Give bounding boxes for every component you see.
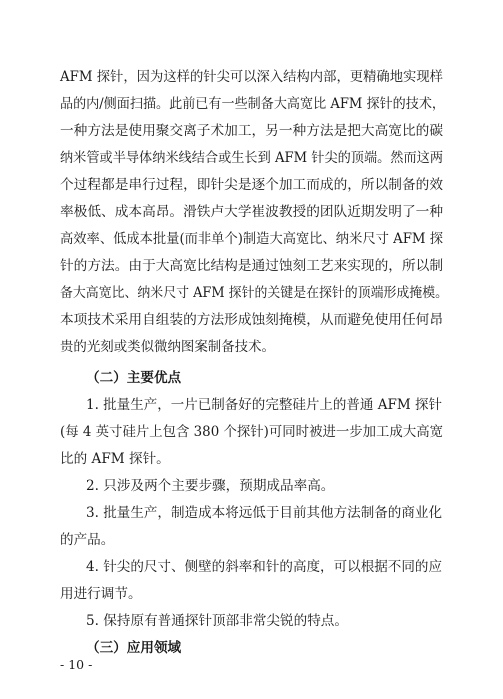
text-line: AFM 探针，因为这样的针尖可以深入结构内部，更精确地实现样 xyxy=(60,69,443,85)
section-heading-text: （二）主要优点 xyxy=(86,370,182,386)
text-line: 贵的光刻或类似微纳图案制备技术。 xyxy=(60,339,275,355)
text-line: 2. 只涉及两个主要步骤，预期成品率高。 xyxy=(86,478,335,494)
page-number: - 10 - xyxy=(60,657,93,672)
text-line: 本项技术采用自组装的方法形成蚀刻掩模，从而避免使用任何昂 xyxy=(60,312,443,328)
text-line: 备大高宽比、纳米尺寸 AFM 探针的关键是在探针的顶端形成掩模。 xyxy=(60,285,448,301)
text-line: 1. 批量生产，一片已制备好的完整硅片上的普通 AFM 探针 xyxy=(86,397,442,413)
text-line: 个过程都是串行过程，即针尖是逐个加工而成的，所以制备的效 xyxy=(60,177,443,193)
text-line: 用进行调节。 xyxy=(60,586,142,602)
text-line: 3. 批量生产，制造成本将远低于目前其他方法制备的商业化 xyxy=(86,505,442,521)
text-line: 比的 AFM 探针。 xyxy=(60,451,170,467)
text-line: 高效率、低成本批量(而非单个)制造大高宽比、纳米尺寸 AFM 探 xyxy=(60,231,443,247)
text-line: (每 4 英寸硅片上包含 380 个探针)可同时被进一步加工成大高宽 xyxy=(60,424,443,440)
text-line: 4. 针尖的尺寸、侧壁的斜率和针的高度，可以根据不同的应 xyxy=(86,559,442,575)
text-line: 率极低、成本高昂。滑铁卢大学崔波教授的团队近期发明了一种 xyxy=(60,204,443,220)
text-line: 一种方法是使用聚交离子术加工，另一种方法是把大高宽比的碳 xyxy=(60,123,443,139)
text-line: 5. 保持原有普通探针顶部非常尖锐的特点。 xyxy=(86,613,348,629)
text-line: 品的内/侧面扫描。此前已有一些制备大高宽比 AFM 探针的技术， xyxy=(60,96,445,112)
section-heading-text: （三）应用领域 xyxy=(86,640,182,656)
text-line: 针的方法。由于大高宽比结构是通过蚀刻工艺来实现的，所以制 xyxy=(60,258,443,274)
text-line: 纳米管或半导体纳米线结合或生长到 AFM 针尖的顶端。然而这两 xyxy=(60,150,443,166)
text-line: 的产品。 xyxy=(60,532,115,548)
